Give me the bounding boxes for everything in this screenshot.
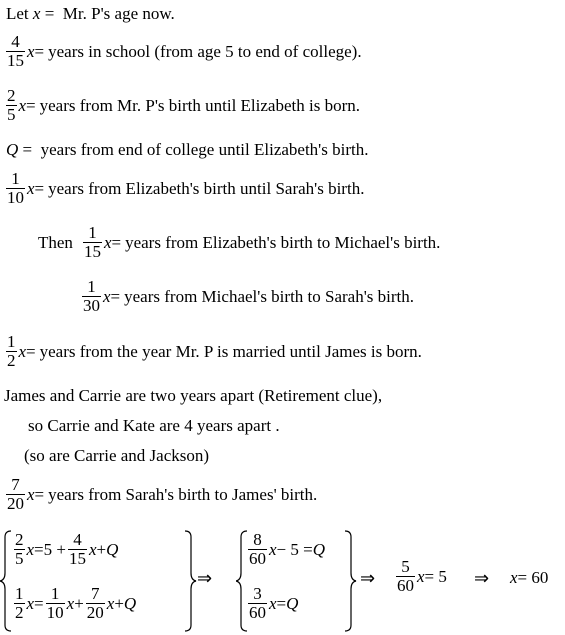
var-x: x — [18, 95, 27, 115]
denominator: 15 — [7, 51, 24, 70]
line-married-to-james — [4, 333, 422, 370]
clue-text: so Carrie and Kate are 4 years apart . — [28, 416, 280, 435]
equals: = — [40, 4, 59, 23]
denominator: 2 — [15, 603, 24, 622]
definition-text: years from Sarah's birth to James' birth. — [48, 484, 318, 504]
fraction — [248, 585, 267, 622]
var-x: x — [269, 539, 277, 559]
denominator: 2 — [7, 351, 16, 370]
var-x: x — [88, 539, 97, 559]
line-elizabeth-to-michael — [38, 224, 440, 261]
var-q: Q — [106, 539, 119, 559]
var-x: x — [27, 484, 35, 504]
right-brace — [185, 531, 196, 631]
numerator: 1 — [15, 584, 24, 603]
equals: = — [34, 178, 45, 198]
fraction — [6, 333, 17, 370]
definition-text: years in school (from age 5 to end of college). — [48, 41, 362, 61]
denominator: 60 — [397, 576, 414, 595]
numerator: 1 — [7, 332, 16, 351]
line-carrie-kate — [28, 416, 280, 436]
var-x: x — [103, 232, 112, 252]
equals: = — [111, 232, 122, 252]
equals: = — [110, 286, 121, 306]
denominator: 60 — [249, 603, 266, 622]
fraction — [86, 585, 105, 622]
numerator: 4 — [11, 32, 20, 51]
plus: + — [96, 539, 107, 559]
fraction — [46, 585, 65, 622]
line-let-x — [6, 4, 175, 24]
var-x: x — [510, 568, 518, 587]
numerator: 7 — [11, 475, 20, 494]
definition-text: years from Michael's birth to Sarah's birth. — [124, 286, 415, 306]
definition-text: years from end of college until Elizabeth's birth. — [40, 140, 369, 159]
system2-row2 — [246, 585, 298, 622]
right-brace — [345, 531, 356, 631]
system2-row1 — [246, 531, 325, 568]
var-x: x — [417, 566, 425, 586]
denominator: 60 — [249, 549, 266, 568]
line-michael-to-sarah — [80, 278, 414, 315]
var-x: x — [103, 286, 111, 306]
implies-icon: ⇒ — [197, 568, 213, 589]
var-q: Q — [286, 593, 299, 613]
line-james-carrie — [4, 386, 382, 406]
equals: = — [26, 341, 36, 361]
plus: + — [74, 593, 84, 613]
denominator: 5 — [7, 105, 16, 124]
definition-text: years from the year Mr. P is married until James is born. — [39, 341, 422, 361]
system1-row2 — [12, 585, 136, 622]
var-x: x — [26, 539, 35, 559]
numerator: 1 — [50, 584, 60, 603]
var-q: Q — [6, 140, 19, 159]
var-x: x — [106, 593, 115, 613]
equals: = — [34, 484, 45, 504]
denominator: 10 — [46, 603, 64, 622]
equals-sixty: = 60 — [517, 568, 549, 587]
fraction — [14, 531, 25, 568]
definition-text: Mr. P's age now. — [62, 4, 175, 23]
definition-text: years from Mr. P's birth until Elizabeth is born. — [39, 95, 360, 115]
equals-five: = 5 — [424, 566, 447, 586]
fraction — [83, 224, 102, 261]
result-equation — [394, 558, 447, 595]
line-years-in-school — [4, 33, 362, 70]
line-birth-to-elizabeth — [4, 87, 360, 124]
var-x: x — [26, 593, 35, 613]
var-x: x — [27, 178, 35, 198]
denominator: 15 — [83, 242, 101, 261]
denominator: 10 — [7, 188, 24, 207]
var-x: x — [269, 593, 277, 613]
denominator: 20 — [7, 494, 24, 513]
var-x: x — [27, 41, 35, 61]
numerator: 1 — [88, 223, 97, 242]
denominator: 15 — [68, 549, 86, 568]
fraction — [6, 170, 25, 207]
text-then: Then — [38, 232, 73, 252]
equals: = — [276, 593, 287, 613]
equals: = — [34, 593, 44, 613]
equals: = — [26, 95, 36, 115]
equals: = — [18, 140, 37, 159]
fraction — [6, 476, 25, 513]
definition-text: years from Elizabeth's birth to Michael's birth. — [125, 232, 441, 252]
text-let: Let — [6, 4, 33, 23]
system1-row1 — [12, 531, 118, 568]
line-carrie-jackson — [24, 446, 209, 466]
minus-equals: − 5 = — [276, 539, 313, 559]
equals: = — [34, 539, 44, 559]
fraction — [396, 558, 415, 595]
denominator: 30 — [83, 296, 100, 315]
var-x: x — [66, 593, 75, 613]
numerator: 8 — [253, 530, 262, 549]
line-sarah-to-james — [4, 476, 317, 513]
numerator: 2 — [7, 86, 16, 105]
constant: 5 + — [43, 539, 66, 559]
var-q: Q — [312, 539, 326, 559]
numerator: 1 — [11, 169, 20, 188]
fraction — [6, 87, 17, 124]
denominator: 5 — [15, 549, 24, 568]
numerator: 5 — [401, 557, 410, 576]
definition-text: years from Elizabeth's birth until Sarah's birth. — [48, 178, 365, 198]
numerator: 2 — [15, 530, 24, 549]
denominator: 20 — [86, 603, 104, 622]
var-x: x — [32, 4, 41, 23]
implies-icon: ⇒ — [474, 568, 490, 589]
numerator: 4 — [73, 530, 82, 549]
fraction — [68, 531, 87, 568]
fraction — [6, 33, 25, 70]
implies-icon: ⇒ — [360, 568, 376, 589]
fraction — [248, 531, 267, 568]
clue-text: James and Carrie are two years apart (Retirement clue), — [4, 386, 383, 405]
plus: + — [114, 593, 124, 613]
numerator: 3 — [253, 584, 262, 603]
var-q: Q — [123, 593, 137, 613]
fraction — [14, 585, 25, 622]
final-answer — [510, 568, 548, 588]
fraction — [82, 278, 101, 315]
equals: = — [34, 41, 45, 61]
numerator: 7 — [91, 584, 100, 603]
left-brace — [0, 531, 11, 631]
numerator: 1 — [87, 277, 96, 296]
line-elizabeth-to-sarah — [4, 170, 364, 207]
clue-text: (so are Carrie and Jackson) — [24, 446, 210, 465]
line-q-definition — [6, 140, 368, 160]
var-x: x — [18, 341, 27, 361]
